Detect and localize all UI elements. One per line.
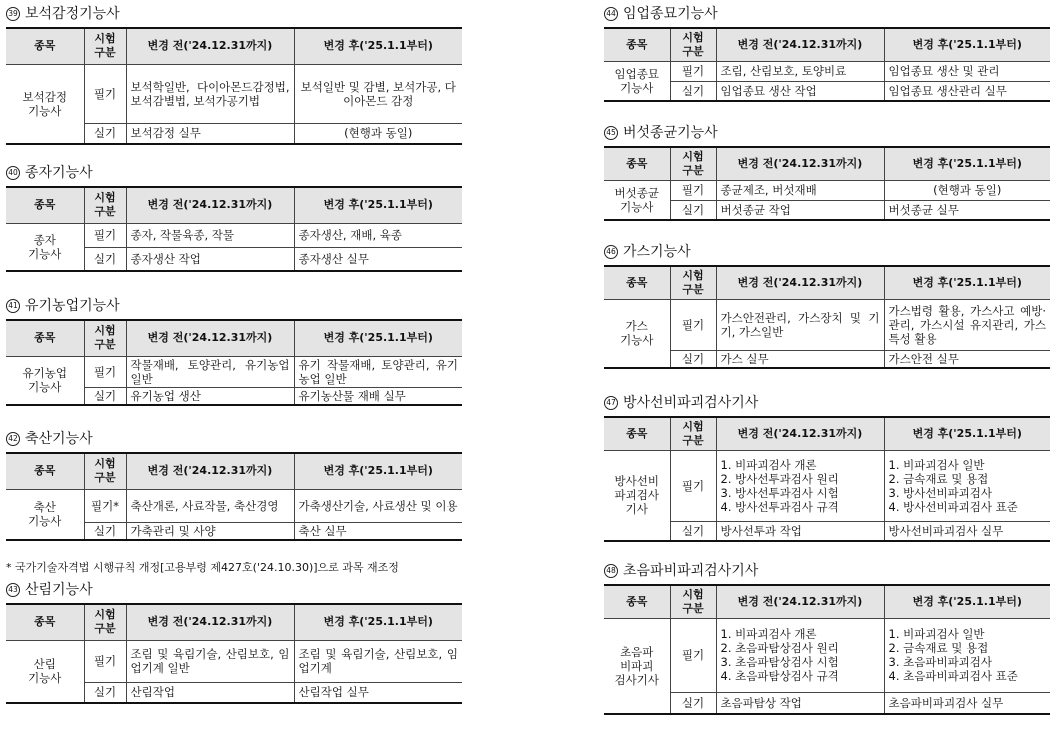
header-row [6, 320, 462, 356]
header-row [6, 28, 462, 64]
header-row [604, 28, 1050, 61]
item-name: 유기농업 기능사 [6, 356, 84, 405]
section-name: 가스기능사 [623, 244, 691, 260]
subjects-before: 가축관리 및 사양 [126, 522, 294, 540]
subjects-after: 버섯종균 실무 [884, 200, 1050, 220]
section-title [604, 242, 1050, 262]
subjects-before: 1. 비파괴검사 개론 2. 초음파탐상검사 원리 3. 초음파탐상검사 시험 4. 초음파탐상검사 규격 [716, 618, 884, 692]
section-46 [604, 242, 1050, 369]
subjects-before: 조림, 산림보호, 토양비료 [716, 61, 884, 81]
exam-type: 필기* [84, 489, 126, 522]
exam-type: 실기 [670, 521, 716, 541]
subjects-after: 가스안전 실무 [884, 350, 1050, 368]
section-45 [604, 123, 1050, 221]
exam-type: 필기 [84, 64, 126, 123]
table-row [604, 350, 1050, 368]
exam-type: 실기 [670, 200, 716, 220]
table-row [604, 692, 1050, 714]
section-39 [6, 4, 462, 145]
subjects-before: 1. 비파괴검사 개론 2. 방사선투과검사 원리 3. 방사선투과검사 시험 4. 방사선투과검사 규격 [716, 450, 884, 521]
header-after: 변경 후('25.1.1부터) [294, 320, 462, 356]
header-exam: 시험 구분 [670, 28, 716, 61]
header-exam: 시험 구분 [670, 147, 716, 180]
section-title [6, 296, 462, 316]
section-name: 방사선비파괴검사기사 [623, 395, 759, 411]
change-table [604, 584, 1050, 715]
table-row [6, 489, 462, 522]
subjects-after: 임업종묘 생산관리 실무 [884, 81, 1050, 101]
circled-number: 46 [604, 245, 618, 259]
subjects-before: 유기농업 생산 [126, 387, 294, 405]
section-44 [604, 4, 1050, 102]
header-exam: 시험 구분 [670, 417, 716, 450]
section-name: 임업종묘기능사 [623, 6, 718, 22]
exam-type: 필기 [84, 640, 126, 682]
subjects-after: 종자생산 실무 [294, 247, 462, 271]
header-after: 변경 후('25.1.1부터) [884, 417, 1050, 450]
header-exam: 시험 구분 [84, 320, 126, 356]
subjects-after: (현행과 동일) [884, 180, 1050, 200]
exam-type: 필기 [84, 223, 126, 247]
subjects-before: 산림작업 [126, 682, 294, 703]
table-row [6, 223, 462, 247]
exam-type: 필기 [670, 450, 716, 521]
header-type: 종목 [6, 187, 84, 223]
section-43 [6, 580, 462, 704]
change-table [604, 416, 1050, 542]
header-after: 변경 후('25.1.1부터) [294, 28, 462, 64]
section-title [604, 393, 1050, 413]
table-row [6, 356, 462, 387]
item-name: 종자 기능사 [6, 223, 84, 271]
circled-number: 48 [604, 564, 618, 578]
subjects-after: 보석일반 및 감별, 보석가공, 다이아몬드 감정 [294, 64, 462, 123]
section-41 [6, 296, 462, 406]
header-after: 변경 후('25.1.1부터) [294, 187, 462, 223]
exam-type: 필기 [84, 356, 126, 387]
header-before: 변경 전('24.12.31까지) [126, 453, 294, 489]
exam-type: 필기 [670, 180, 716, 200]
header-after: 변경 후('25.1.1부터) [294, 604, 462, 640]
header-type: 종목 [604, 266, 670, 299]
subjects-before: 방사선투과 작업 [716, 521, 884, 541]
header-before: 변경 전('24.12.31까지) [126, 187, 294, 223]
subjects-before: 보석학일반, 다이아몬드감정법, 보석감별법, 보석가공기법 [126, 64, 294, 123]
header-row [604, 585, 1050, 618]
header-row [604, 417, 1050, 450]
section-40 [6, 163, 462, 272]
header-before: 변경 전('24.12.31까지) [716, 147, 884, 180]
circled-number: 42 [6, 432, 20, 446]
section-name: 축산기능사 [25, 431, 93, 447]
exam-type: 실기 [84, 247, 126, 271]
header-exam: 시험 구분 [670, 585, 716, 618]
table-row [604, 180, 1050, 200]
section-title [6, 4, 462, 24]
header-row [604, 266, 1050, 299]
header-exam: 시험 구분 [670, 266, 716, 299]
subjects-before: 종자생산 작업 [126, 247, 294, 271]
exam-type: 실기 [84, 682, 126, 703]
header-row [6, 453, 462, 489]
item-name: 임업종묘 기능사 [604, 61, 670, 101]
section-title [604, 4, 1050, 24]
subjects-before: 보석감정 실무 [126, 123, 294, 144]
item-name: 버섯종균 기능사 [604, 180, 670, 220]
circled-number: 44 [604, 7, 618, 21]
exam-type: 필기 [670, 61, 716, 81]
subjects-after: 종자생산, 재배, 육종 [294, 223, 462, 247]
header-after: 변경 후('25.1.1부터) [294, 453, 462, 489]
header-before: 변경 전('24.12.31까지) [716, 266, 884, 299]
header-type: 종목 [6, 28, 84, 64]
header-after: 변경 후('25.1.1부터) [884, 28, 1050, 61]
header-before: 변경 전('24.12.31까지) [716, 417, 884, 450]
subjects-before: 가스안전관리, 가스장치 및 기기, 가스일반 [716, 299, 884, 350]
circled-number: 41 [6, 299, 20, 313]
exam-type: 실기 [670, 81, 716, 101]
section-name: 보석감정기능사 [25, 6, 120, 22]
header-type: 종목 [6, 320, 84, 356]
subjects-before: 버섯종균 작업 [716, 200, 884, 220]
table-row [604, 450, 1050, 521]
section-name: 산림기능사 [25, 582, 93, 598]
circled-number: 45 [604, 126, 618, 140]
subjects-after: 초음파비파괴검사 실무 [884, 692, 1050, 714]
footnote: * 국가기술자격법 시행규칙 개정[고용부령 제427호('24.10.30)]으로 과목 재조정 [6, 561, 399, 574]
item-name: 방사선비 파괴검사 기사 [604, 450, 670, 541]
table-row [604, 200, 1050, 220]
section-name: 버섯종균기능사 [623, 125, 718, 141]
table-row [604, 81, 1050, 101]
circled-number: 43 [6, 583, 20, 597]
subjects-before: 작물재배, 토양관리, 유기농업 일반 [126, 356, 294, 387]
change-table [6, 186, 462, 272]
header-row [6, 604, 462, 640]
header-type: 종목 [6, 604, 84, 640]
subjects-after: 방사선비파괴검사 실무 [884, 521, 1050, 541]
subjects-after: 가스법령 활용, 가스사고 예방·관리, 가스시설 유지관리, 가스특성 활용 [884, 299, 1050, 350]
change-table [6, 452, 462, 541]
item-name: 보석감정 기능사 [6, 64, 84, 144]
item-name: 축산 기능사 [6, 489, 84, 540]
section-name: 초음파비파괴검사기사 [623, 563, 759, 579]
subjects-after: 축산 실무 [294, 522, 462, 540]
subjects-after: 조림 및 육림기술, 산림보호, 임업기계 [294, 640, 462, 682]
section-title [604, 123, 1050, 143]
header-exam: 시험 구분 [84, 604, 126, 640]
header-before: 변경 전('24.12.31까지) [716, 585, 884, 618]
header-before: 변경 전('24.12.31까지) [126, 604, 294, 640]
section-title [6, 163, 462, 183]
header-row [6, 187, 462, 223]
change-table [604, 146, 1050, 221]
circled-number: 39 [6, 7, 20, 21]
subjects-after: 산림작업 실무 [294, 682, 462, 703]
header-type: 종목 [604, 28, 670, 61]
section-title [604, 561, 1050, 581]
header-after: 변경 후('25.1.1부터) [884, 585, 1050, 618]
subjects-before: 초음파탐상 작업 [716, 692, 884, 714]
item-name: 산림 기능사 [6, 640, 84, 703]
subjects-before: 종자, 작물육종, 작물 [126, 223, 294, 247]
subjects-after: 유기 작물재배, 토양관리, 유기농업 일반 [294, 356, 462, 387]
subjects-after: 유기농산물 재배 실무 [294, 387, 462, 405]
subjects-after: (현행과 동일) [294, 123, 462, 144]
subjects-after: 임업종묘 생산 및 관리 [884, 61, 1050, 81]
exam-type: 필기 [670, 299, 716, 350]
header-before: 변경 전('24.12.31까지) [126, 28, 294, 64]
header-exam: 시험 구분 [84, 28, 126, 64]
subjects-before: 조림 및 육림기술, 산림보호, 임업기계 일반 [126, 640, 294, 682]
header-type: 종목 [604, 147, 670, 180]
table-row [604, 521, 1050, 541]
header-row [604, 147, 1050, 180]
section-42 [6, 429, 462, 541]
section-name: 유기농업기능사 [25, 298, 120, 314]
header-type: 종목 [604, 585, 670, 618]
subjects-after: 가축생산기술, 사료생산 및 이용 [294, 489, 462, 522]
circled-number: 40 [6, 166, 20, 180]
subjects-before: 종균제조, 버섯재배 [716, 180, 884, 200]
section-title [6, 429, 462, 449]
table-row [604, 618, 1050, 692]
item-name: 가스 기능사 [604, 299, 670, 368]
header-before: 변경 전('24.12.31까지) [716, 28, 884, 61]
header-type: 종목 [604, 417, 670, 450]
table-row [6, 640, 462, 682]
header-exam: 시험 구분 [84, 453, 126, 489]
section-48 [604, 561, 1050, 715]
change-table [604, 265, 1050, 369]
exam-type: 실기 [84, 387, 126, 405]
subjects-before: 축산개론, 사료작물, 축산경영 [126, 489, 294, 522]
subjects-before: 가스 실무 [716, 350, 884, 368]
circled-number: 47 [604, 396, 618, 410]
header-after: 변경 후('25.1.1부터) [884, 266, 1050, 299]
section-name: 종자기능사 [25, 165, 93, 181]
exam-type: 실기 [84, 123, 126, 144]
subjects-before: 임업종묘 생산 작업 [716, 81, 884, 101]
exam-type: 필기 [670, 618, 716, 692]
section-title [6, 580, 462, 600]
header-type: 종목 [6, 453, 84, 489]
exam-type: 실기 [670, 350, 716, 368]
change-table [6, 27, 462, 145]
table-row [604, 61, 1050, 81]
header-exam: 시험 구분 [84, 187, 126, 223]
exam-type: 실기 [84, 522, 126, 540]
item-name: 초음파 비파괴 검사기사 [604, 618, 670, 714]
table-row [604, 299, 1050, 350]
change-table [6, 319, 462, 406]
change-table [6, 603, 462, 704]
exam-type: 실기 [670, 692, 716, 714]
header-after: 변경 후('25.1.1부터) [884, 147, 1050, 180]
table-row [6, 64, 462, 123]
subjects-after: 1. 비파괴검사 일반 2. 금속재료 및 용접 3. 방사선비파괴검사 4. 방사선비파괴검사 표준 [884, 450, 1050, 521]
change-table [604, 27, 1050, 102]
header-before: 변경 전('24.12.31까지) [126, 320, 294, 356]
section-47 [604, 393, 1050, 542]
subjects-after: 1. 비파괴검사 일반 2. 금속재료 및 용접 3. 초음파비파괴검사 4. 초음파비파괴검사 표준 [884, 618, 1050, 692]
